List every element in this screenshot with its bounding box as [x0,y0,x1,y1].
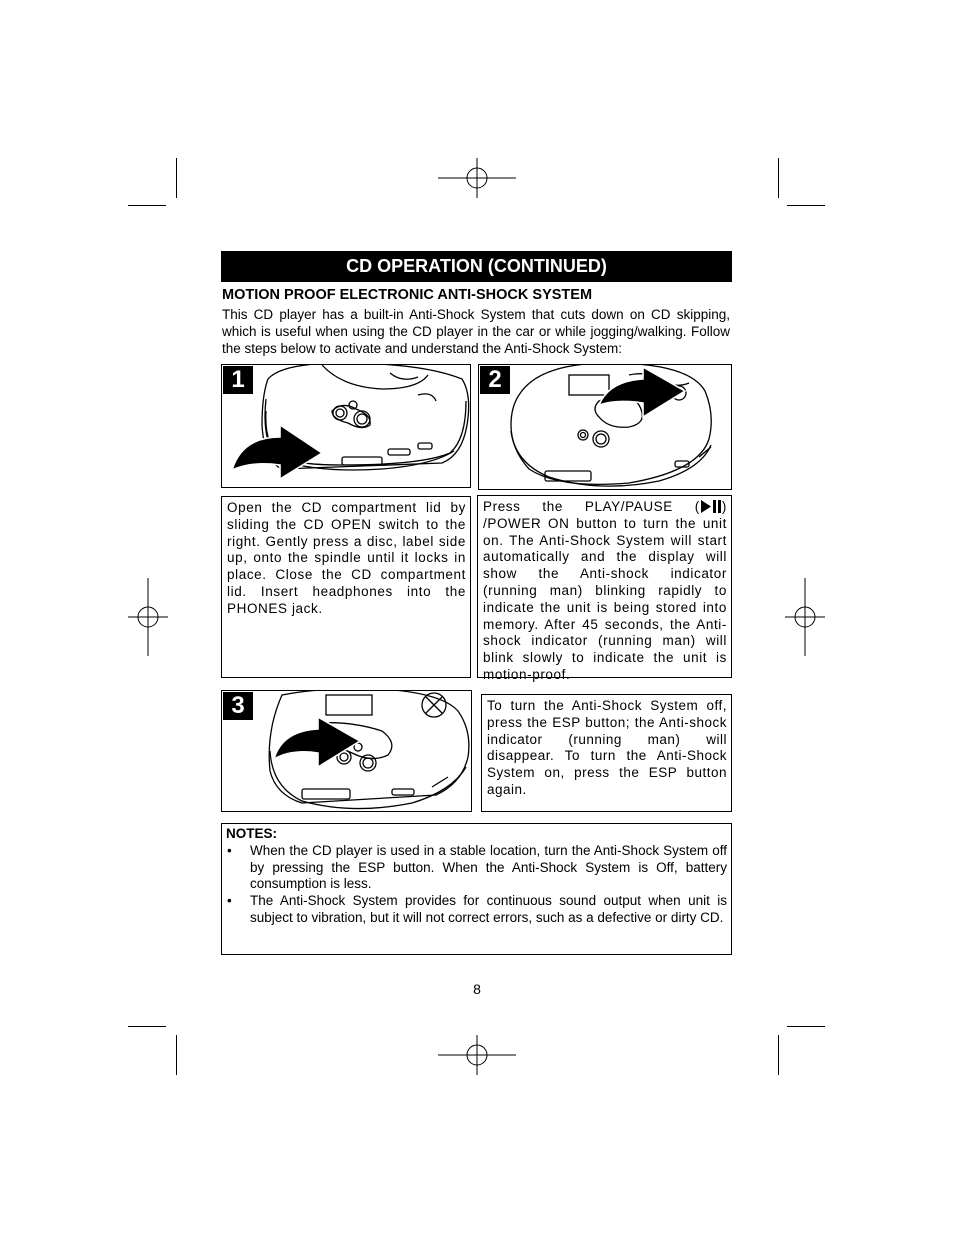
section-header [221,251,732,282]
notes-box [221,823,732,955]
bullet-icon: • [227,842,232,858]
note-text: The Anti-Shock System provides for continuous sound output when unit is subject to vibration, but it will not correct errors, such as a defective or dirty CD. [250,893,727,925]
step-2-description [477,495,732,682]
cd-player-illustration [479,365,732,490]
crop-mark [778,158,779,198]
step-2-text-before-icon: Press the PLAY/PAUSE ( [483,499,700,514]
subsection-title: MOTION PROOF ELECTRONIC ANTI-SHOCK SYSTEM [222,287,593,303]
play-pause-icon [700,500,722,513]
notes-title: NOTES: [226,826,278,841]
step-3-illustration [221,690,472,812]
step-3-description [481,694,732,812]
crop-mark [176,158,177,198]
crosshair-registration-icon [438,158,516,198]
crosshair-registration-icon [438,1035,516,1075]
crosshair-registration-icon [128,578,168,656]
crosshair-registration-icon [785,578,825,656]
crop-mark [176,1035,177,1075]
step-number: 3 [223,692,253,720]
crop-mark [778,1035,779,1075]
section-header-title: CD OPERATION (CONTINUED) [346,256,607,276]
step-3-text: To turn the Anti-Shock System off, press the ESP button; the Anti-shock indicator (running man) will disappear. To turn the Anti-Shock System on, press the ESP button again. [487,698,727,797]
cd-player-illustration [222,365,471,488]
page-number: 8 [473,981,481,997]
bullet-icon: • [227,893,232,909]
list-item [226,893,727,927]
step-2-text-after-icon: ) /POWER ON button to turn the unit on. The Anti-Shock System will start automatically and the display will show the Anti-shock indicator (running man) blinking rapidly to indicate the unit is being stored into memory. After 45 seconds, the Anti-shock indicator (running man) will blink slowly to indicate the unit is motion-proof. [483,499,727,682]
step-number: 2 [480,366,510,394]
step-1-text: Open the CD compartment lid by sliding the CD OPEN switch to the right. Gently press a disc, label side up, onto the spindle until it locks in place. Close the CD compartment lid. Insert headphones into the PHONES jack. [227,500,466,616]
crop-mark [787,1026,825,1027]
crop-mark [128,1026,166,1027]
step-2-illustration [478,364,732,490]
list-item [226,843,727,893]
step-1-illustration [221,364,471,488]
cd-player-illustration [222,691,472,812]
step-1-description [221,496,471,678]
crop-mark [128,205,166,206]
crop-mark [787,205,825,206]
note-text: When the CD player is used in a stable location, turn the Anti-Shock System off by pressing the ESP button. When the Anti-Shock System is Off, battery consumption is less. [250,842,727,892]
step-number: 1 [223,366,253,394]
intro-paragraph: This CD player has a built-in Anti-Shock System that cuts down on CD skipping, which is useful when using the CD player in the car or while jogging/walking. Follow the steps below to activate and understand the Anti-Shock System: [222,307,730,356]
